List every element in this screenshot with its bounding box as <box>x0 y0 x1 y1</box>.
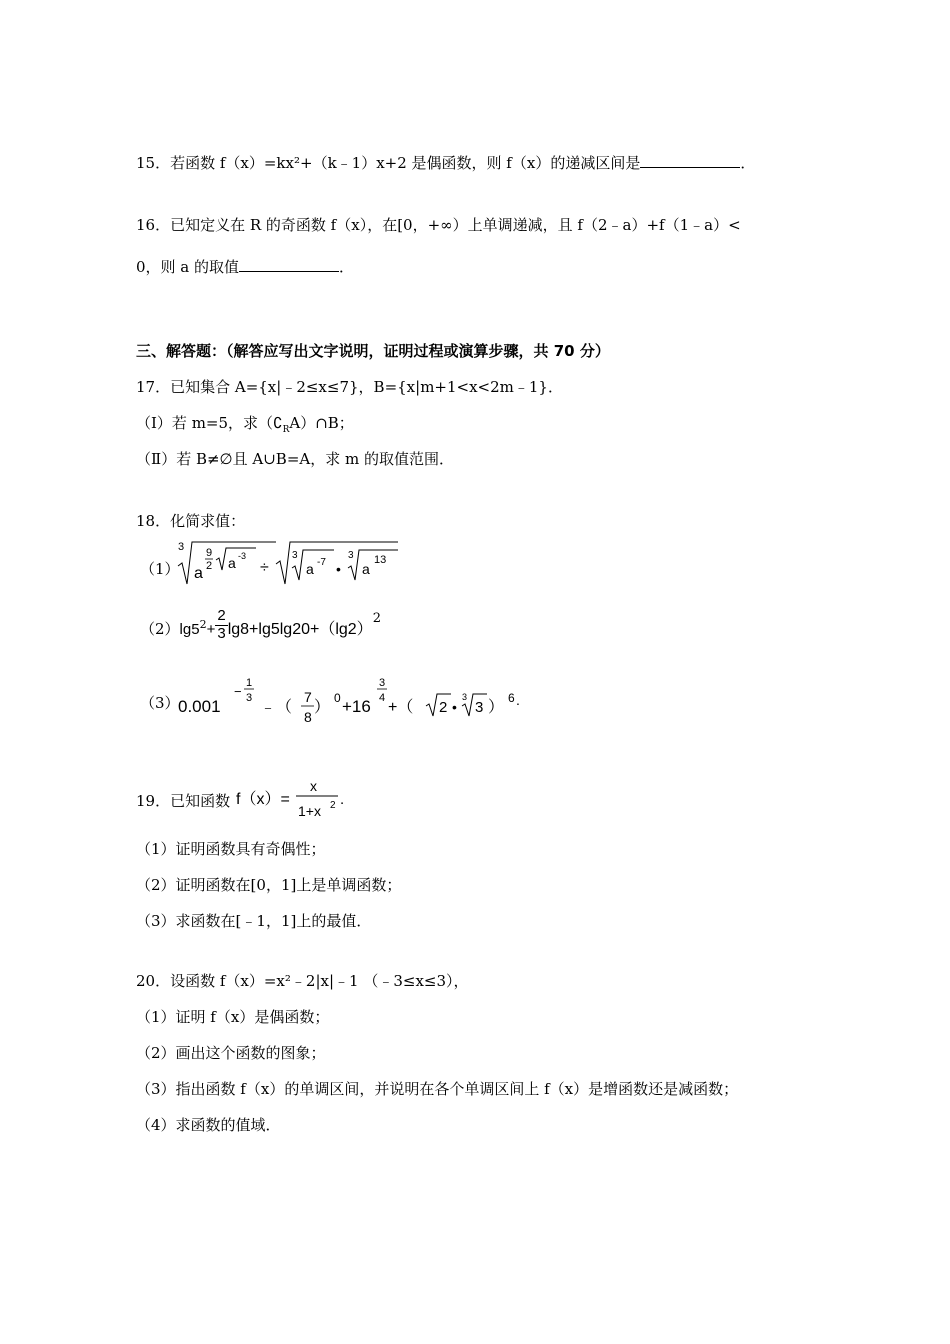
svg-text:x: x <box>310 778 317 794</box>
question-17-part2: （Ⅱ）若 B≠∅且 A∪B=A，求 m 的取值范围． <box>136 450 454 468</box>
question-20-part1: （1）证明 f（x）是偶函数； <box>136 1008 330 1026</box>
svg-text:0: 0 <box>334 691 341 705</box>
svg-text:1+x: 1+x <box>298 803 321 819</box>
question-20-part3: （3）指出函数 f（x）的单调区间，并说明在各个单调区间上 f（x）是增函数还是减函数； <box>136 1080 739 1098</box>
fraction: $\frac{2}{3}$ <box>217 607 226 642</box>
question-17-stem: 17．已知集合 A={x|﹣2≤x≤7}，B={x|m+1<x<2m﹣1}． <box>136 378 563 396</box>
svg-text:3: 3 <box>246 692 253 704</box>
question-18-part1-label: （1） <box>140 560 180 578</box>
question-18-part1-expression <box>176 538 416 588</box>
svg-text:•: • <box>336 561 341 577</box>
svg-text:.: . <box>340 791 345 808</box>
svg-text:−: − <box>234 684 242 699</box>
svg-text:-3: -3 <box>238 551 247 561</box>
svg-text:3: 3 <box>292 550 298 561</box>
question-18-stem: 18．化简求值： <box>136 512 246 530</box>
svg-text:a: a <box>194 565 203 582</box>
svg-text:7: 7 <box>304 689 312 705</box>
svg-text:4: 4 <box>379 692 386 704</box>
svg-text:a: a <box>228 555 236 571</box>
svg-text:3: 3 <box>379 677 386 689</box>
question-15-text: 15．若函数 f（x）=kx²+（k﹣1）x+2 是偶函数，则 f（x）的递减区间是 <box>136 154 641 172</box>
question-19-stem: 19．已知函数 <box>136 792 231 810</box>
svg-text:a: a <box>362 561 370 577</box>
svg-text:6: 6 <box>508 691 515 705</box>
question-20-stem: 20．设函数 f（x）=x²﹣2|x|﹣1 （﹣3≤x≤3）， <box>136 972 469 990</box>
answer-blank[interactable] <box>239 257 339 272</box>
question-19-part1: （1）证明函数具有奇偶性； <box>136 840 326 858</box>
svg-text:）: ） <box>314 699 331 716</box>
section-heading: 三、解答题：（解答应写出文字说明，证明过程或演算步骤，共 70 分） <box>136 342 610 360</box>
question-17-part1: （Ⅰ）若 m=5，求$(∁_RA)\cap B$； <box>136 414 354 435</box>
svg-text:2: 2 <box>330 800 336 811</box>
svg-text:f（x）=: f（x）= <box>236 791 290 808</box>
question-16-line1: 16．已知定义在 R 的奇函数 f（x），在[0，+∞）上单调递减，且 f（2﹣a）+f（1﹣a）< <box>136 216 741 234</box>
svg-text:2: 2 <box>206 560 213 572</box>
question-20-part4: （4）求函数的值域． <box>136 1116 281 1134</box>
svg-text:0.001: 0.001 <box>178 697 221 716</box>
svg-text:2: 2 <box>439 699 448 716</box>
svg-text:-7: -7 <box>317 557 326 568</box>
svg-text:3: 3 <box>348 550 354 561</box>
svg-text:9: 9 <box>206 547 213 559</box>
svg-text:﹣（: ﹣（ <box>260 699 293 716</box>
question-19-part2: （2）证明函数在[0，1]上是单调函数； <box>136 876 402 894</box>
question-19-part3: （3）求函数在[﹣1，1]上的最值． <box>136 912 372 930</box>
question-15: 15．若函数 f（x）=kx²+（k﹣1）x+2 是偶函数，则 f（x）的递减区间是 ． <box>136 154 756 172</box>
question-16-line2: 0，则 a 的取值 ． <box>136 258 355 276</box>
svg-text:•: • <box>452 699 457 715</box>
svg-text:）: ） <box>488 699 505 716</box>
svg-text:3: 3 <box>475 699 484 716</box>
svg-text:a: a <box>306 561 314 577</box>
svg-text:÷: ÷ <box>260 559 269 576</box>
svg-text:+（: +（ <box>388 699 414 716</box>
question-18-part3-label: （3） <box>140 694 180 712</box>
svg-text:8: 8 <box>304 709 312 725</box>
svg-text:1: 1 <box>246 677 253 689</box>
svg-text:3: 3 <box>462 692 468 702</box>
question-18-part2: $(2)\lg 5^2+$ $\frac{2}{3}$ $\lg 8+\lg 5\lg 20+(\lg 2)^2$ <box>140 607 381 642</box>
svg-text:.: . <box>516 692 520 708</box>
answer-blank[interactable] <box>640 153 740 168</box>
svg-text:3: 3 <box>178 541 185 553</box>
question-19-function <box>234 774 364 826</box>
question-18-part3-expression <box>176 672 536 732</box>
question-20-part2: （2）画出这个函数的图象； <box>136 1044 326 1062</box>
svg-text:13: 13 <box>374 554 387 566</box>
svg-text:+16: +16 <box>342 697 371 716</box>
